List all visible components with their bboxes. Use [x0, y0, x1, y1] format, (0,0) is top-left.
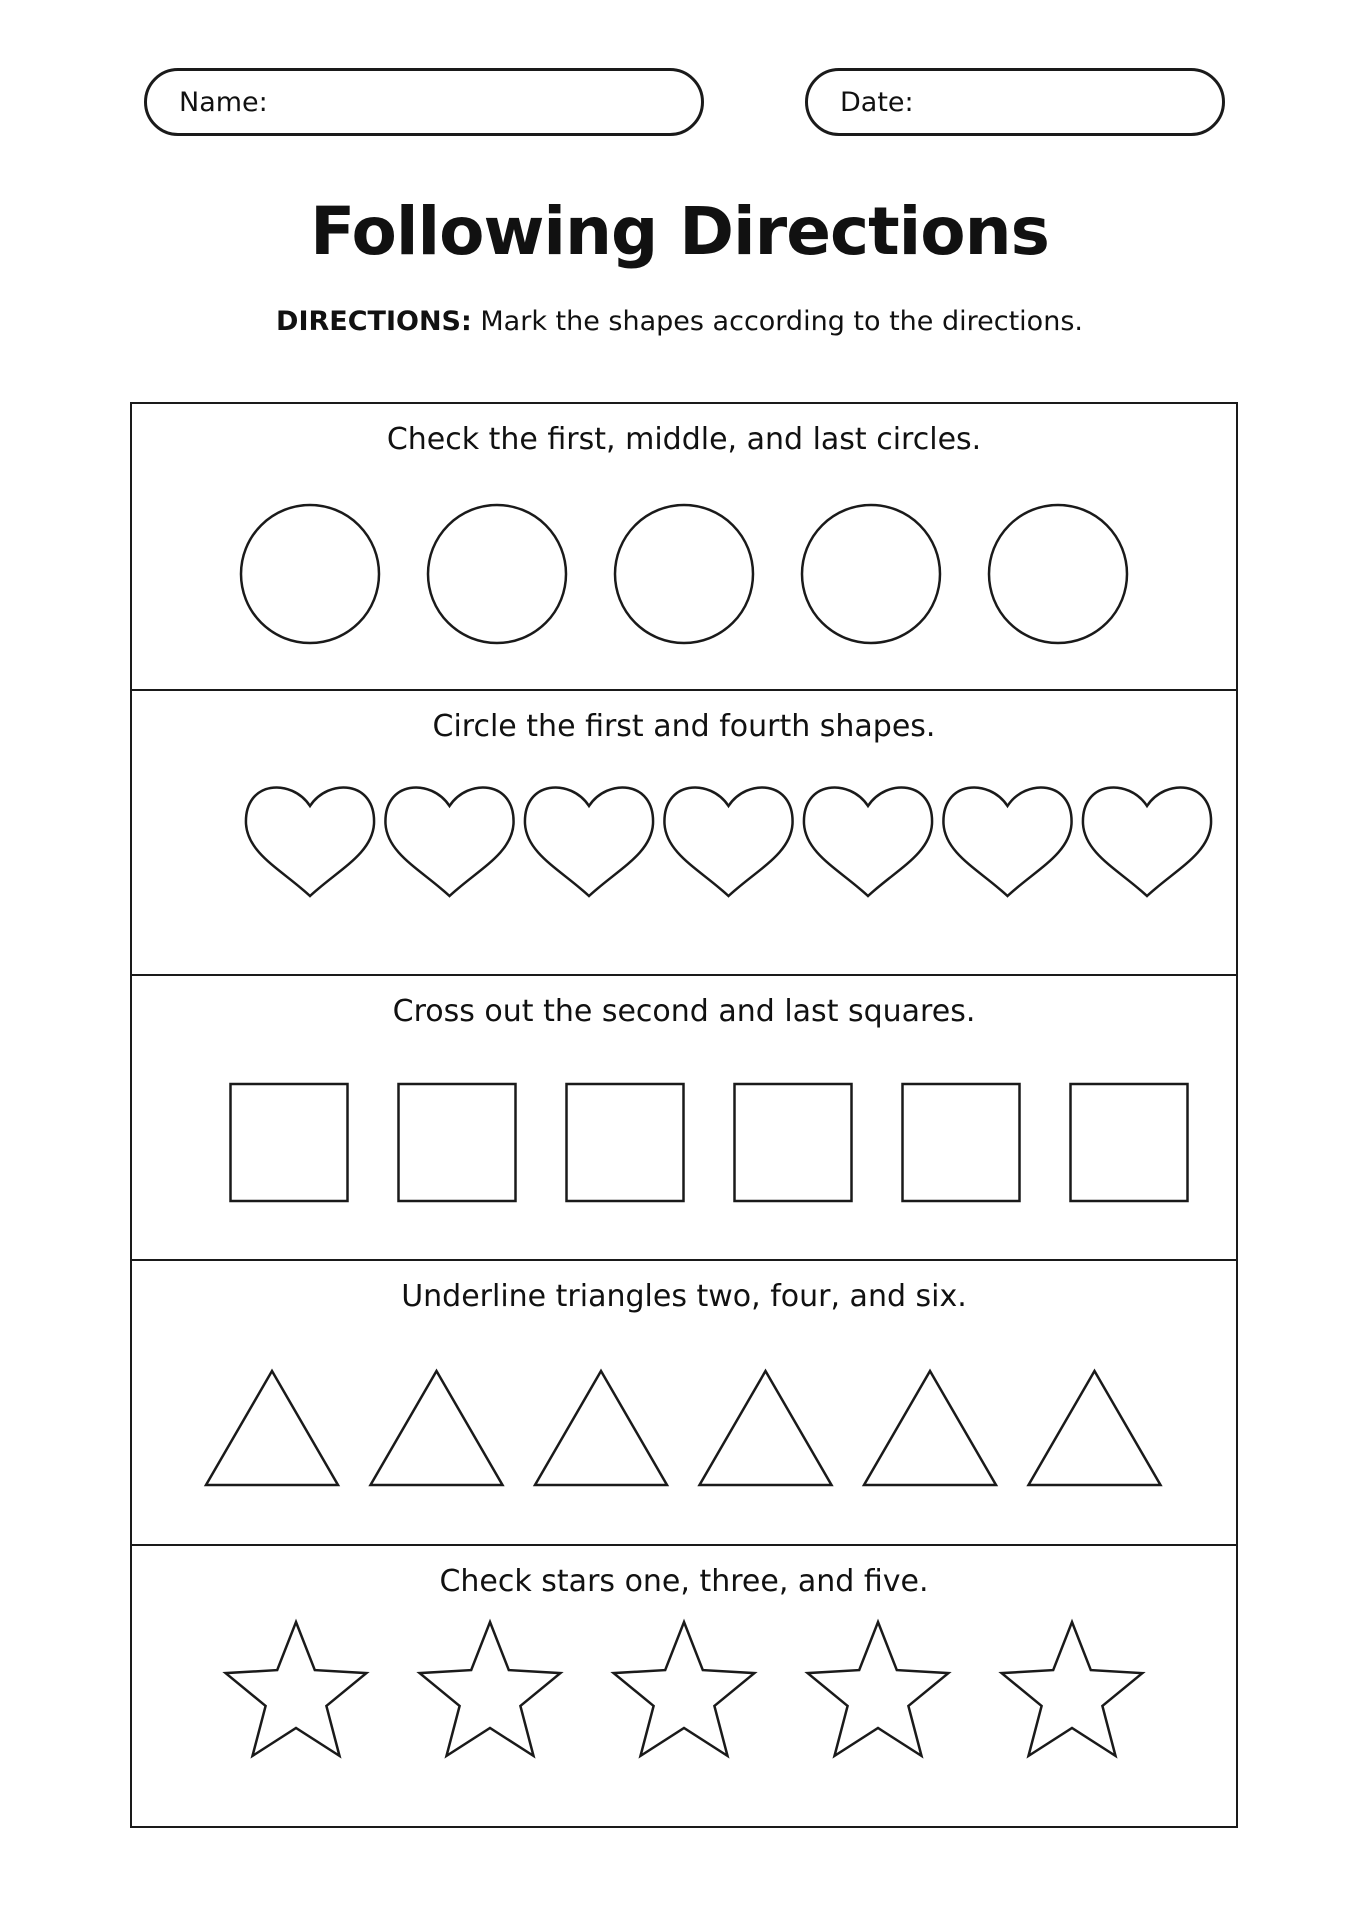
triangles-group — [132, 1261, 1236, 1546]
row-triangles — [132, 1259, 1236, 1544]
triangle-shape-3 — [535, 1371, 667, 1485]
heart-shape-2 — [385, 787, 513, 896]
circles-group — [132, 404, 1236, 689]
triangle-shape-2 — [371, 1371, 503, 1485]
circle-shape-3 — [615, 505, 753, 643]
square-shape-2 — [399, 1084, 516, 1201]
instruction-hearts: Circle the first and fourth shapes. — [432, 709, 936, 744]
triangle-shape-4 — [700, 1371, 832, 1485]
square-shape-5 — [903, 1084, 1020, 1201]
row-squares — [132, 974, 1236, 1259]
row-circles — [132, 404, 1236, 689]
heart-shape-7 — [1083, 787, 1211, 896]
heart-shape-4 — [664, 787, 792, 896]
directions-body: Mark the shapes according to the directions. — [471, 306, 1083, 337]
heart-shape-1 — [246, 787, 374, 896]
worksheet-grid — [130, 402, 1238, 1828]
star-shape-1 — [226, 1622, 367, 1756]
triangle-shape-6 — [1029, 1371, 1161, 1485]
row-hearts — [132, 689, 1236, 974]
circle-shape-4 — [802, 505, 940, 643]
star-shape-3 — [614, 1622, 755, 1756]
directions-label: DIRECTIONS: — [276, 306, 472, 337]
circle-shape-5 — [989, 505, 1127, 643]
square-shape-1 — [231, 1084, 348, 1201]
date-label: Date: — [840, 86, 914, 118]
hearts-group — [132, 691, 1236, 976]
circle-shape-1 — [241, 505, 379, 643]
squares-group — [132, 976, 1236, 1261]
heart-shape-5 — [804, 787, 932, 896]
name-label: Name: — [179, 86, 268, 118]
page-title: Following Directions — [310, 193, 1049, 270]
star-shape-2 — [420, 1622, 561, 1756]
heart-shape-3 — [525, 787, 653, 896]
instruction-circles: Check the first, middle, and last circles. — [386, 422, 982, 457]
stars-group — [132, 1546, 1236, 1830]
directions-text — [0, 306, 1359, 337]
instruction-squares: Cross out the second and last squares. — [392, 994, 976, 1029]
square-shape-3 — [567, 1084, 684, 1201]
star-shape-5 — [1002, 1622, 1143, 1756]
circle-shape-2 — [428, 505, 566, 643]
instruction-triangles: Underline triangles two, four, and six. — [401, 1279, 967, 1314]
star-shape-4 — [808, 1622, 949, 1756]
triangle-shape-5 — [864, 1371, 996, 1485]
triangle-shape-1 — [206, 1371, 338, 1485]
heart-shape-6 — [943, 787, 1071, 896]
instruction-stars: Check stars one, three, and five. — [439, 1564, 929, 1599]
name-field[interactable] — [144, 68, 704, 136]
row-stars — [132, 1544, 1236, 1828]
square-shape-6 — [1071, 1084, 1188, 1201]
date-field[interactable] — [805, 68, 1225, 136]
square-shape-4 — [735, 1084, 852, 1201]
